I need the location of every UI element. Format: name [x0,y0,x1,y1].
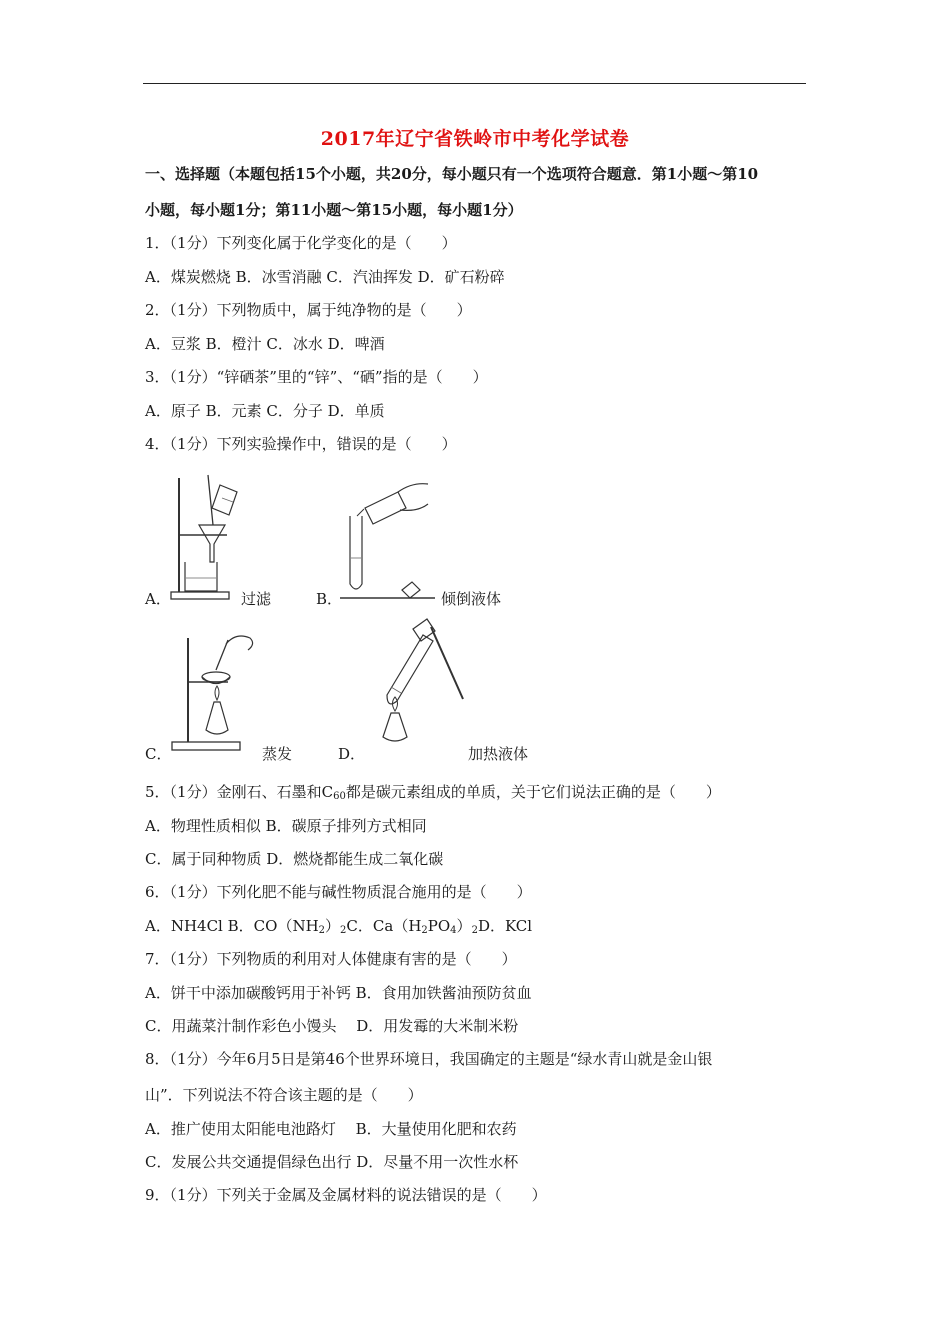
q7-options-2: C．用蔬菜汁制作彩色小馒头 D．用发霉的大米制米粉 [145,1017,519,1035]
evaporation-figure [170,630,265,755]
q5-options-1: A．物理性质相似 B．碳原子排列方式相同 [145,817,427,835]
q8-options-2: C．发展公共交通提倡绿色出行 D．尽量不用一次性水杯 [145,1153,519,1171]
q1-options: A．煤炭燃烧 B．冰雪消融 C．汽油挥发 D．矿石粉碎 [145,268,505,286]
q6-stem: 6．（1分）下列化肥不能与碱性物质混合施用的是（ ） [145,883,532,901]
q1-stem: 1．（1分）下列变化属于化学变化的是（ ） [145,234,457,252]
page-title: 2017年辽宁省铁岭市中考化学试卷 [320,128,630,150]
q4-stem: 4．（1分）下列实验操作中，错误的是（ ） [145,435,457,453]
q3-options: A．原子 B．元素 C．分子 D．单质 [145,402,385,420]
q4-option-d-caption: 加热液体 [468,745,529,763]
q7-stem: 7．（1分）下列物质的利用对人体健康有害的是（ ） [145,950,517,968]
section-heading-line2: 小题，每小题1分；第11小题～第15小题，每小题1分） [145,201,523,219]
q5-options-2: C．属于同种物质 D．燃烧都能生成二氧化碳 [145,850,444,868]
q4-option-c-letter: C． [145,745,172,763]
q2-stem: 2．（1分）下列物质中，属于纯净物的是（ ） [145,301,472,319]
filtration-figure [165,470,245,605]
q8-stem-1: 8．（1分）今年6月5日是第46个世界环境日，我国确定的主题是“绿水青山就是金山银 [145,1050,713,1068]
q7-options-1: A．饼干中添加碳酸钙用于补钙 B．食用加铁酱油预防贫血 [145,984,532,1002]
q4-option-a-caption: 过滤 [241,590,272,608]
q8-stem-2: 山”．下列说法不符合该主题的是（ ） [145,1086,423,1104]
q4-option-b-caption: 倾倒液体 [441,590,502,608]
q9-stem: 9．（1分）下列关于金属及金属材料的说法错误的是（ ） [145,1186,547,1204]
q2-options: A．豆浆 B．橙汁 C．冰水 D．啤酒 [145,335,385,353]
q3-stem: 3．（1分）“锌硒茶”里的“锌”、“硒”指的是（ ） [145,368,488,386]
section-heading-line1: 一、选择题（本题包括15个小题，共20分，每小题只有一个选项符合题意．第1小题～第10 [145,165,759,183]
heating-liquid-figure [355,615,470,755]
q4-option-b-letter: B． [316,590,343,608]
q8-options-1: A．推广使用太阳能电池路灯 B．大量使用化肥和农药 [145,1120,517,1138]
q4-option-a-letter: A． [145,590,171,608]
pouring-liquid-figure [340,478,435,603]
q4-option-d-letter: D． [338,745,366,763]
q4-option-c-caption: 蒸发 [262,745,293,763]
header-rule [143,83,806,84]
q6-options: A．NH4Cl B．$CO(NH_2)_2C$．$Ca(H_2PO_4)_2D$．KCl [145,917,533,936]
q5-stem: 5．（1分）金刚石、石墨和$C_{60}$都是碳元素组成的单质，关于它们说法正确的是（ ） [145,783,721,802]
